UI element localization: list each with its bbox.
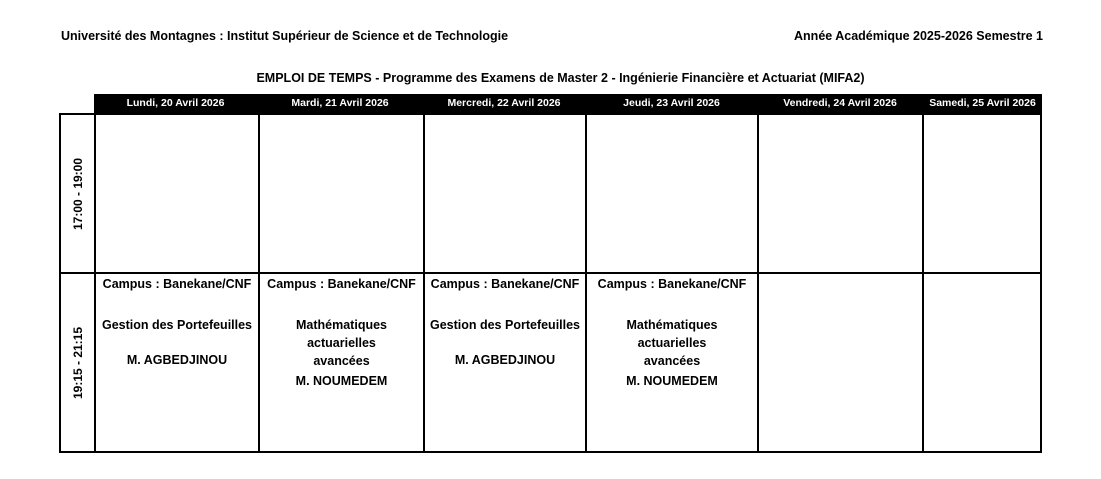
time-slot-label: 17:00 - 19:00 — [70, 157, 85, 230]
exam-session-wednesday — [425, 274, 585, 451]
session-course: Mathématiques actuarielles avancées — [296, 318, 387, 368]
day-header-tuesday: Mardi, 21 Avril 2026 — [291, 97, 389, 109]
session-campus: Campus : Banekane/CNF — [102, 277, 252, 291]
session-campus: Campus : Banekane/CNF — [597, 277, 747, 291]
session-campus: Campus : Banekane/CNF — [430, 277, 580, 291]
day-header-thursday: Jeudi, 23 Avril 2026 — [623, 97, 720, 109]
time-slot-cell — [61, 115, 94, 272]
day-header-friday: Vendredi, 24 Avril 2026 — [783, 97, 897, 109]
schedule-grid — [59, 113, 1042, 453]
session-professor: M. AGBEDJINOU — [454, 353, 556, 367]
session-professor: M. NOUMEDEM — [626, 374, 718, 388]
academic-year: Année Académique 2025-2026 Semestre 1 — [794, 29, 1043, 43]
session-course: Gestion des Portefeuilles — [101, 318, 253, 332]
day-header-wednesday: Mercredi, 22 Avril 2026 — [447, 97, 561, 109]
session-professor: M. NOUMEDEM — [295, 374, 388, 388]
session-course: Mathématiques actuarielles avancées — [626, 318, 718, 368]
day-header-bar — [94, 94, 1042, 113]
column-divider — [922, 115, 924, 451]
exam-session-monday — [96, 274, 258, 451]
day-header-monday: Lundi, 20 Avril 2026 — [126, 97, 225, 109]
time-slot-cell — [61, 274, 94, 451]
session-course: Gestion des Portefeuilles — [429, 318, 581, 332]
institution-name: Université des Montagnes : Institut Supérieur de Science et de Technologie — [61, 29, 509, 43]
exam-session-tuesday — [260, 274, 423, 451]
time-slot-label: 19:15 - 21:15 — [70, 326, 85, 399]
page-title-text: EMPLOI DE TEMPS - Programme des Examens de Master 2 - Ingénierie Financière et Actuariat (MIFA2) — [256, 71, 865, 85]
session-campus: Campus : Banekane/CNF — [267, 277, 416, 291]
page-title — [0, 71, 1101, 85]
column-divider — [757, 115, 759, 451]
exam-session-thursday — [587, 274, 757, 451]
session-professor: M. AGBEDJINOU — [126, 353, 228, 367]
day-header-saturday: Samedi, 25 Avril 2026 — [929, 97, 1036, 109]
